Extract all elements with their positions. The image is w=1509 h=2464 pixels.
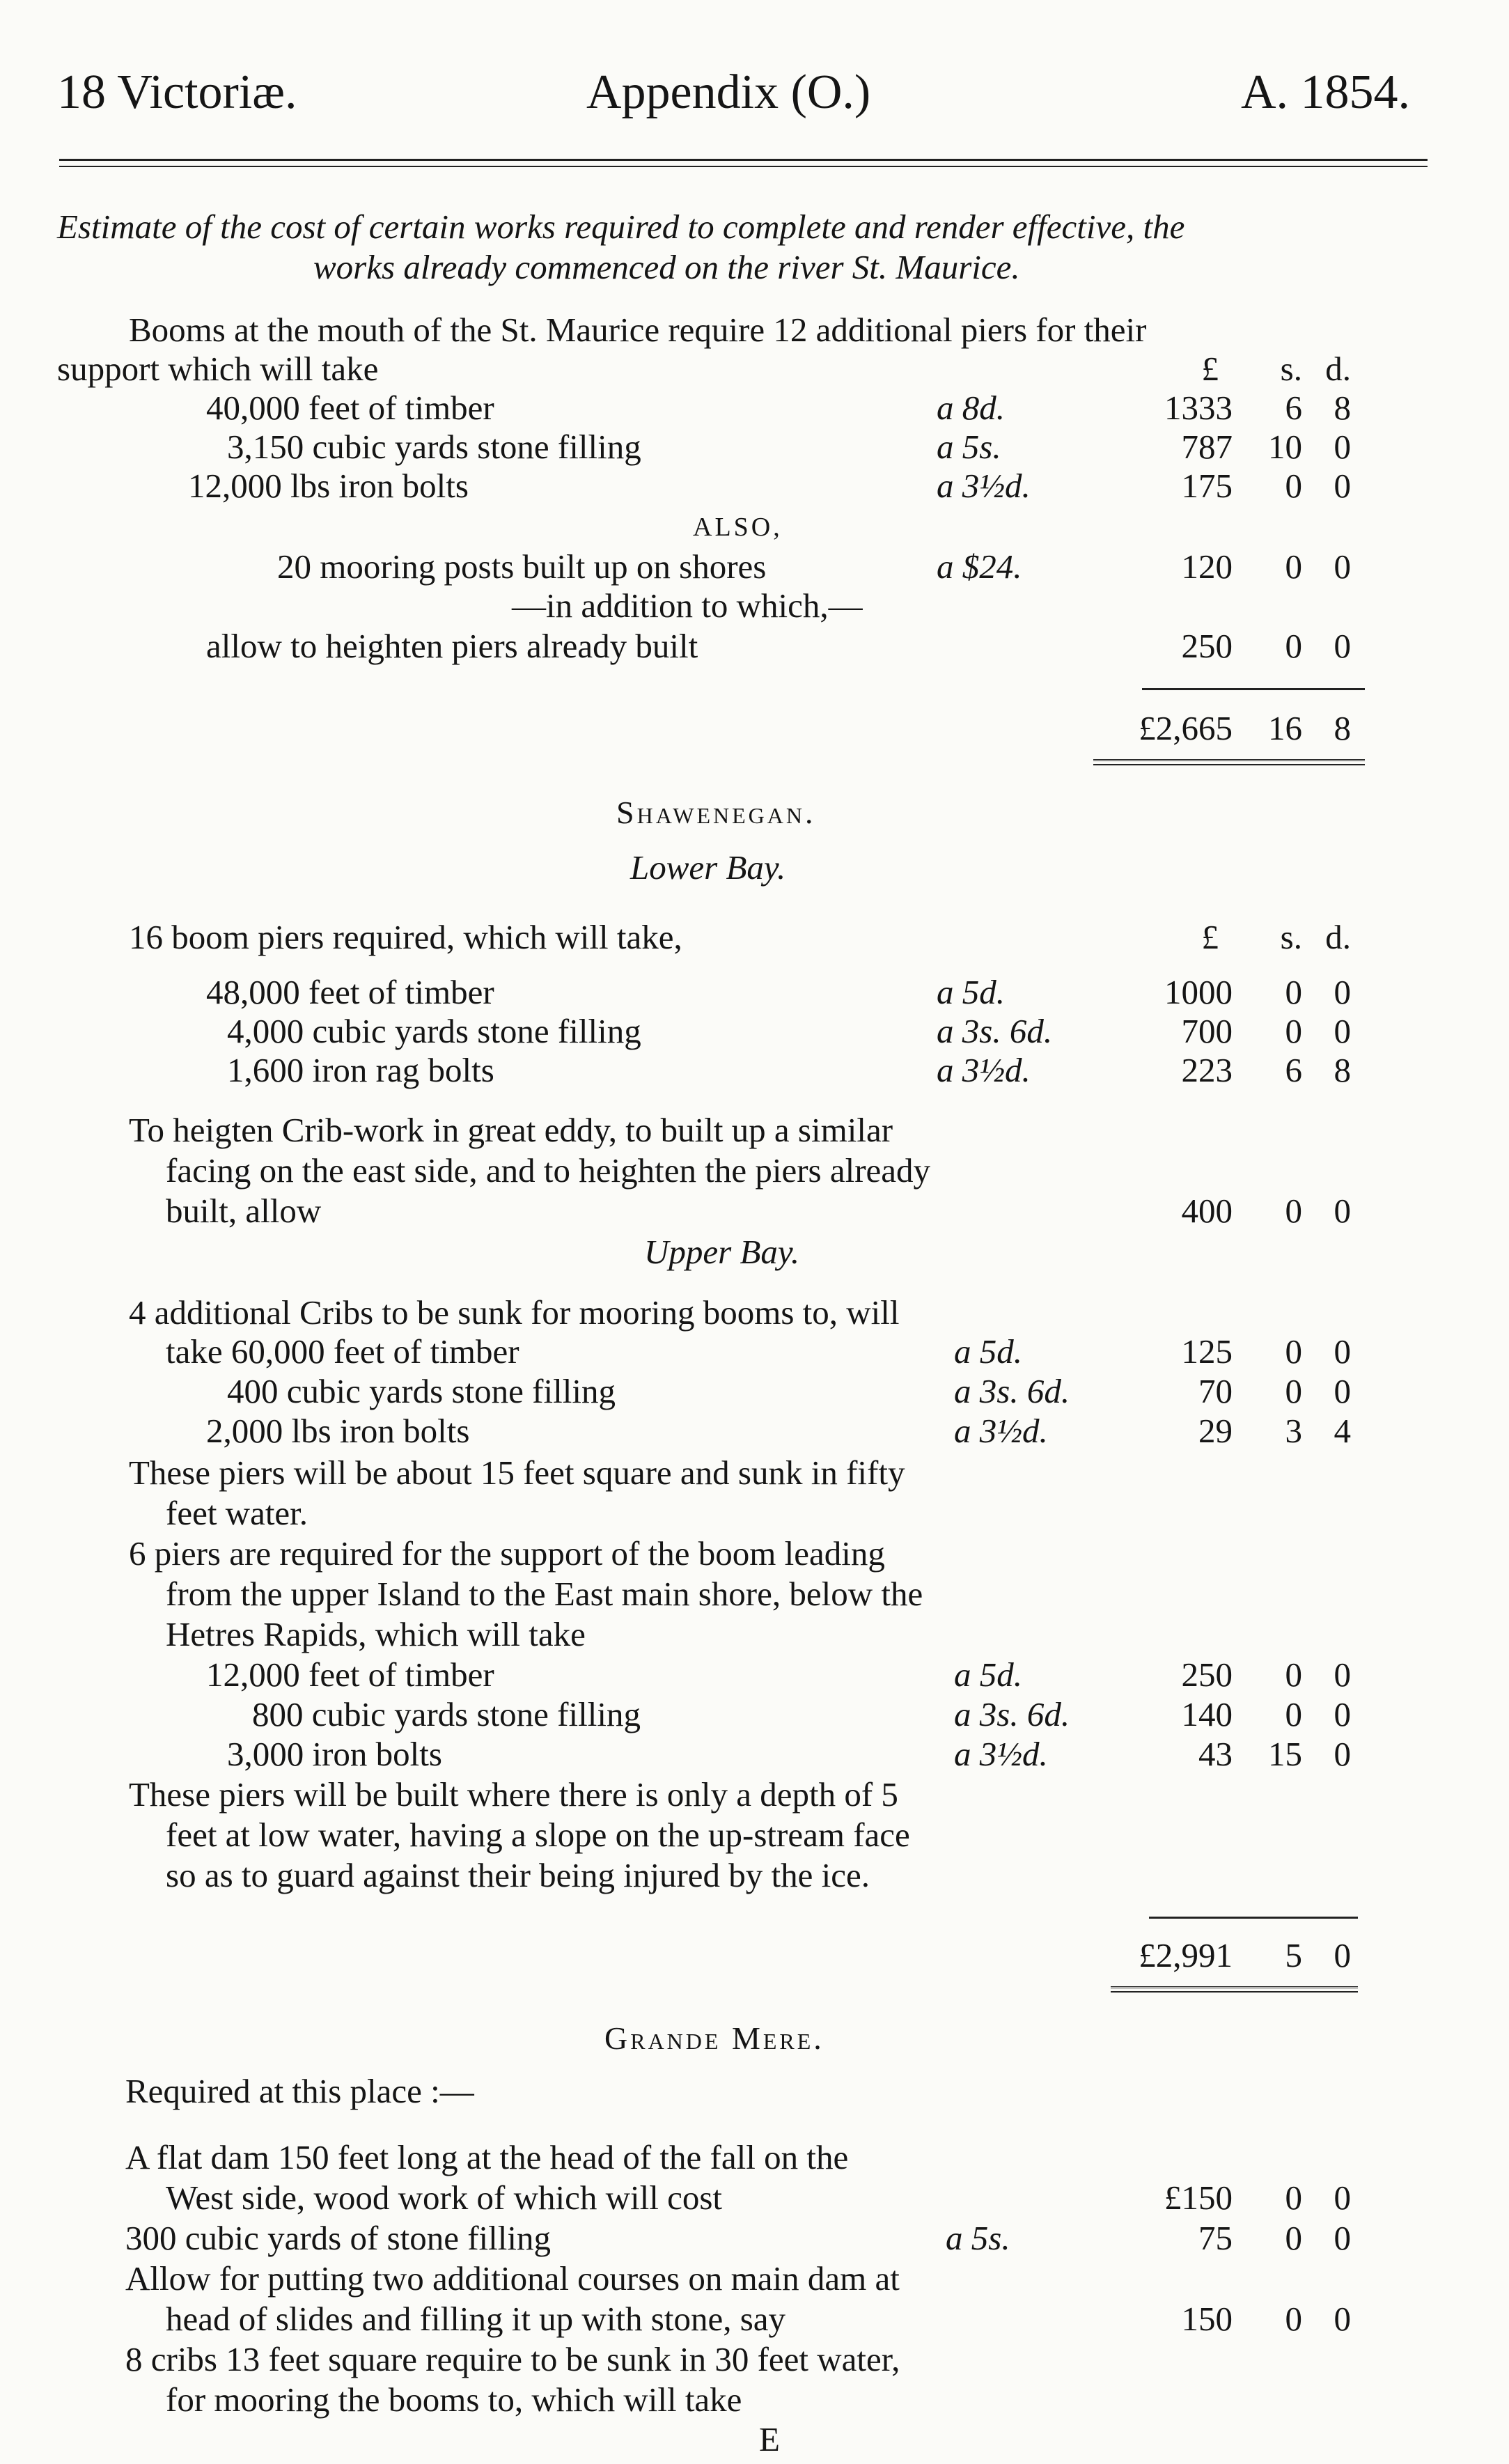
lower-item-2: 4,000 cubic yards stone filling	[227, 1012, 641, 1050]
booms-total-d: 8	[1334, 709, 1351, 747]
dam-d: 0	[1334, 2178, 1351, 2217]
booms-intro: Booms at the mouth of the St. Maurice require 12 additional piers for their	[129, 311, 1147, 349]
upper-bay-heading: Upper Bay.	[644, 1233, 800, 1271]
stone-d: 0	[1334, 2219, 1351, 2257]
mooring-d: 0	[1334, 547, 1351, 586]
lower-item-1: 48,000 feet of timber	[206, 973, 494, 1011]
booms-item-2: 3,150 cubic yards stone filling	[227, 428, 641, 466]
signature-mark: E	[759, 2420, 780, 2458]
cribs-line-2: take 60,000 feet of timber	[166, 1332, 519, 1371]
booms-rate-3: a 3½d.	[937, 467, 1031, 505]
six-item-3: 3,000 iron bolts	[227, 1735, 442, 1773]
shaw-total-rule	[1111, 1986, 1358, 1993]
cribs-d-1: 0	[1334, 1332, 1351, 1371]
cribs-item-3: 2,000 lbs iron bolts	[206, 1412, 470, 1450]
booms-intro-2: support which will take	[57, 350, 379, 388]
lower-d-1: 0	[1334, 973, 1351, 1011]
heighten-crib-d: 0	[1334, 1192, 1351, 1230]
six-s-1: 0	[1285, 1655, 1302, 1694]
shawenegan-heading: Shawenegan.	[616, 795, 816, 830]
lower-l-3: 223	[1181, 1051, 1233, 1089]
six-l-1: 250	[1181, 1655, 1233, 1694]
lower-d-3: 8	[1334, 1051, 1351, 1089]
shaw-total-d: 0	[1334, 1936, 1351, 1974]
cribs-l-1: 125	[1181, 1332, 1233, 1371]
six-d-1: 0	[1334, 1655, 1351, 1694]
cribs-line-1: 4 additional Cribs to be sunk for mooring booms to, will	[129, 1293, 900, 1332]
stone-s: 0	[1285, 2219, 1302, 2257]
heighten-crib-1: To heigten Crib-work in great eddy, to built up a similar	[129, 1111, 893, 1149]
heighten-l: 250	[1181, 627, 1233, 665]
header-appendix: Appendix (O.)	[586, 65, 871, 119]
lower-d-2: 0	[1334, 1012, 1351, 1050]
cribs-rate-2: a 3s. 6d.	[954, 1372, 1070, 1410]
cribs-d-2: 0	[1334, 1372, 1351, 1410]
allow-d: 0	[1334, 2300, 1351, 2338]
booms-d-2: 0	[1334, 428, 1351, 466]
allow-line-1: Allow for putting two additional courses on main dam at	[125, 2259, 900, 2298]
six-l-3: 43	[1198, 1735, 1233, 1773]
cribs-l-2: 70	[1198, 1372, 1233, 1410]
heighten-item: allow to heighten piers already built	[206, 627, 698, 665]
mooring-l: 120	[1181, 547, 1233, 586]
six-s-2: 0	[1285, 1695, 1302, 1733]
lower-item-3: 1,600 iron rag bolts	[227, 1051, 494, 1089]
heighten-crib-2: facing on the east side, and to heighten the piers already	[166, 1151, 931, 1190]
lower-s-2: 0	[1285, 1012, 1302, 1050]
booms-d-3: 0	[1334, 467, 1351, 505]
cribs-s-1: 0	[1285, 1332, 1302, 1371]
booms-sum-rule	[1142, 688, 1365, 690]
required-label: Required at this place :—	[125, 2072, 474, 2110]
six-piers-1: 6 piers are required for the support of the boom leading	[129, 1534, 885, 1573]
booms-total-l: £2,665	[1139, 709, 1233, 747]
six-rate-3: a 3½d.	[954, 1735, 1048, 1773]
lower-col-pounds: £	[1201, 918, 1219, 956]
header-year: A. 1854.	[1241, 65, 1411, 119]
lower-s-1: 0	[1285, 973, 1302, 1011]
cribs-s-2: 0	[1285, 1372, 1302, 1410]
six-piers-2: from the upper Island to the East main shore, below the	[166, 1575, 923, 1613]
heighten-crib-l: 400	[1181, 1192, 1233, 1230]
heighten-s: 0	[1285, 627, 1302, 665]
six-l-2: 140	[1181, 1695, 1233, 1733]
six-rate-2: a 3s. 6d.	[954, 1695, 1070, 1733]
col-pounds: £	[1201, 350, 1219, 388]
booms-l-3: 175	[1181, 467, 1233, 505]
allow-l: 150	[1181, 2300, 1233, 2338]
piers-note-2a: These piers will be built where there is only a depth of 5	[129, 1775, 898, 1814]
gm-cribs-1: 8 cribs 13 feet square require to be sunk in 30 feet water,	[125, 2340, 900, 2378]
title-line-1: Estimate of the cost of certain works required to complete and render effective, the	[57, 208, 1185, 246]
heighten-d: 0	[1334, 627, 1351, 665]
six-item-1: 12,000 feet of timber	[206, 1655, 494, 1694]
cribs-d-3: 4	[1334, 1412, 1351, 1450]
booms-l-1: 1333	[1164, 389, 1233, 427]
booms-item-3: 12,000 lbs iron bolts	[188, 467, 469, 505]
addition-note: —in addition to which,—	[512, 586, 863, 625]
cribs-item-2: 400 cubic yards stone filling	[227, 1372, 616, 1410]
lower-col-shillings: s.	[1280, 918, 1302, 956]
lower-intro: 16 boom piers required, which will take,	[129, 918, 682, 956]
cribs-rate-1: a 5d.	[954, 1332, 1022, 1371]
shaw-total-s: 5	[1285, 1936, 1302, 1974]
dam-l: £150	[1164, 2178, 1233, 2217]
six-piers-3: Hetres Rapids, which will take	[166, 1615, 586, 1653]
piers-note-1: These piers will be about 15 feet square and sunk in fifty	[129, 1453, 905, 1492]
heighten-crib-3: built, allow	[166, 1192, 322, 1230]
col-shillings: s.	[1280, 350, 1302, 388]
header-rule	[59, 159, 1428, 161]
lower-rate-3: a 3½d.	[937, 1051, 1031, 1089]
dam-s: 0	[1285, 2178, 1302, 2217]
six-rate-1: a 5d.	[954, 1655, 1022, 1694]
booms-rate-1: a 8d.	[937, 389, 1005, 427]
cribs-rate-3: a 3½d.	[954, 1412, 1048, 1450]
mooring-rate: a $24.	[937, 547, 1022, 586]
booms-total-rule	[1093, 759, 1365, 765]
mooring-s: 0	[1285, 547, 1302, 586]
stone-item: 300 cubic yards of stone filling	[125, 2219, 552, 2257]
lower-s-3: 6	[1285, 1051, 1302, 1089]
shaw-sum-rule	[1149, 1917, 1358, 1919]
lower-col-pence: d.	[1325, 918, 1351, 956]
heighten-crib-s: 0	[1285, 1192, 1302, 1230]
six-s-3: 15	[1268, 1735, 1302, 1773]
piers-note-2c: so as to guard against their being injured by the ice.	[166, 1856, 870, 1894]
title-line-2: works already commenced on the river St. Maurice.	[313, 248, 1020, 286]
allow-line-2: head of slides and filling it up with stone, say	[166, 2300, 786, 2338]
lower-l-1: 1000	[1164, 973, 1233, 1011]
mooring-item: 20 mooring posts built up on shores	[277, 547, 767, 586]
lower-rate-1: a 5d.	[937, 973, 1005, 1011]
lower-l-2: 700	[1181, 1012, 1233, 1050]
six-item-2: 800 cubic yards stone filling	[252, 1695, 641, 1733]
also-label: ALSO,	[693, 513, 783, 542]
booms-item-1: 40,000 feet of timber	[206, 389, 494, 427]
booms-s-3: 0	[1285, 467, 1302, 505]
cribs-l-3: 29	[1198, 1412, 1233, 1450]
gm-cribs-2: for mooring the booms to, which will take	[166, 2380, 742, 2419]
cribs-s-3: 3	[1285, 1412, 1302, 1450]
six-d-2: 0	[1334, 1695, 1351, 1733]
lower-bay-heading: Lower Bay.	[630, 848, 786, 887]
booms-total-s: 16	[1268, 709, 1302, 747]
dam-line-2: West side, wood work of which will cost	[166, 2178, 723, 2217]
booms-d-1: 8	[1334, 389, 1351, 427]
booms-rate-2: a 5s.	[937, 428, 1001, 466]
piers-note-2b: feet at low water, having a slope on the up-stream face	[166, 1816, 910, 1854]
header-rule-2	[59, 166, 1428, 167]
piers-note-1b: feet water.	[166, 1494, 308, 1532]
shaw-total-l: £2,991	[1139, 1936, 1233, 1974]
booms-s-2: 10	[1268, 428, 1302, 466]
grande-mere-heading: Grande Mere.	[604, 2020, 824, 2056]
six-d-3: 0	[1334, 1735, 1351, 1773]
dam-line-1: A flat dam 150 feet long at the head of the fall on the	[125, 2138, 849, 2176]
lower-rate-2: a 3s. 6d.	[937, 1012, 1053, 1050]
col-pence: d.	[1325, 350, 1351, 388]
booms-l-2: 787	[1181, 428, 1233, 466]
allow-s: 0	[1285, 2300, 1302, 2338]
stone-l: 75	[1198, 2219, 1233, 2257]
booms-s-1: 6	[1285, 389, 1302, 427]
stone-rate: a 5s.	[946, 2219, 1010, 2257]
header-session: 18 Victoriæ.	[57, 65, 297, 119]
